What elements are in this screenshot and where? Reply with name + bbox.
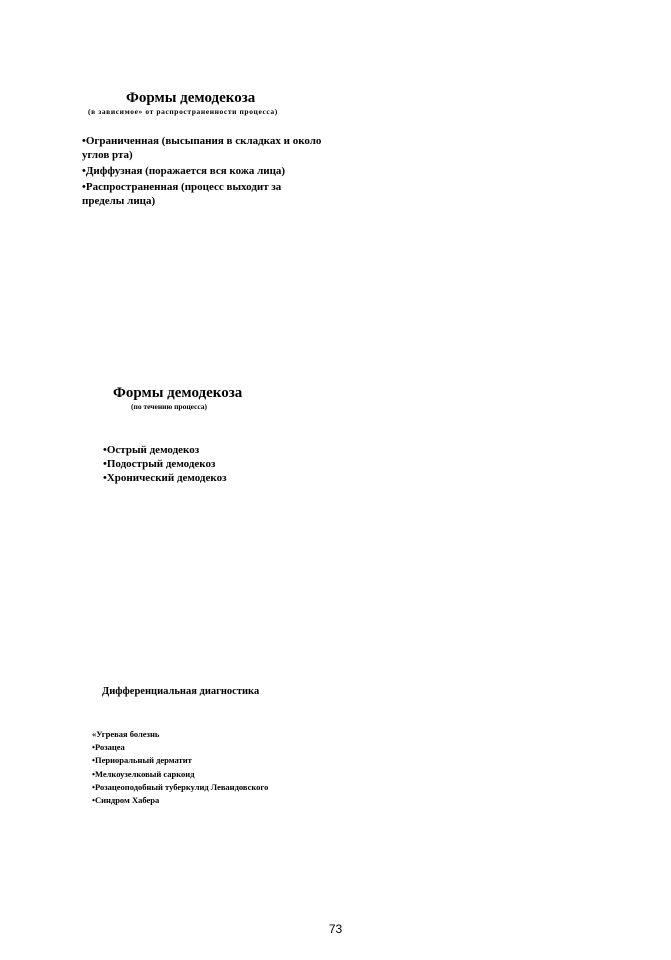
list-item: •Синдром Хабера	[92, 795, 160, 806]
slide-1	[82, 90, 322, 210]
slide-2-subtitle: (по течению процесса)	[131, 402, 208, 411]
list-item: •Диффузная (поражается вся кожа лица)	[82, 165, 286, 177]
page-number: 73	[328, 922, 343, 936]
slide-3-title: Дифференциальная диагностика	[102, 686, 260, 697]
list-item: •Острый демодекоз	[103, 444, 200, 456]
slide-1-list	[82, 134, 322, 208]
slide-1-title: Формы демодекоза	[126, 90, 256, 106]
list-item: •Ограниченная (высыпания в складках и около углов рта)	[82, 135, 322, 161]
list-item: •Мелкоузелковый саркоид	[92, 768, 195, 779]
slide-2-title: Формы демодекоза	[113, 385, 243, 401]
list-item: •Распространенная (процесс выходит за пределы лица)	[82, 181, 282, 207]
list-item: •Подострый демодекоз	[103, 458, 216, 470]
list-item: •Периоральный дерматит	[92, 755, 192, 766]
slide-2-list	[103, 443, 323, 485]
list-item: •Розацеа	[92, 742, 125, 753]
slide-3-list	[92, 728, 332, 807]
list-item: •Хронический демодекоз	[103, 472, 227, 484]
slide-1-subtitle: (в зависимое» от распространенности процесса)	[88, 107, 278, 116]
slide-2	[103, 385, 323, 485]
list-item: «Угревая болезнь	[92, 729, 160, 739]
slide-3	[92, 685, 332, 807]
list-item: •Розацеоподобный туберкулид Левандовского	[92, 781, 269, 792]
